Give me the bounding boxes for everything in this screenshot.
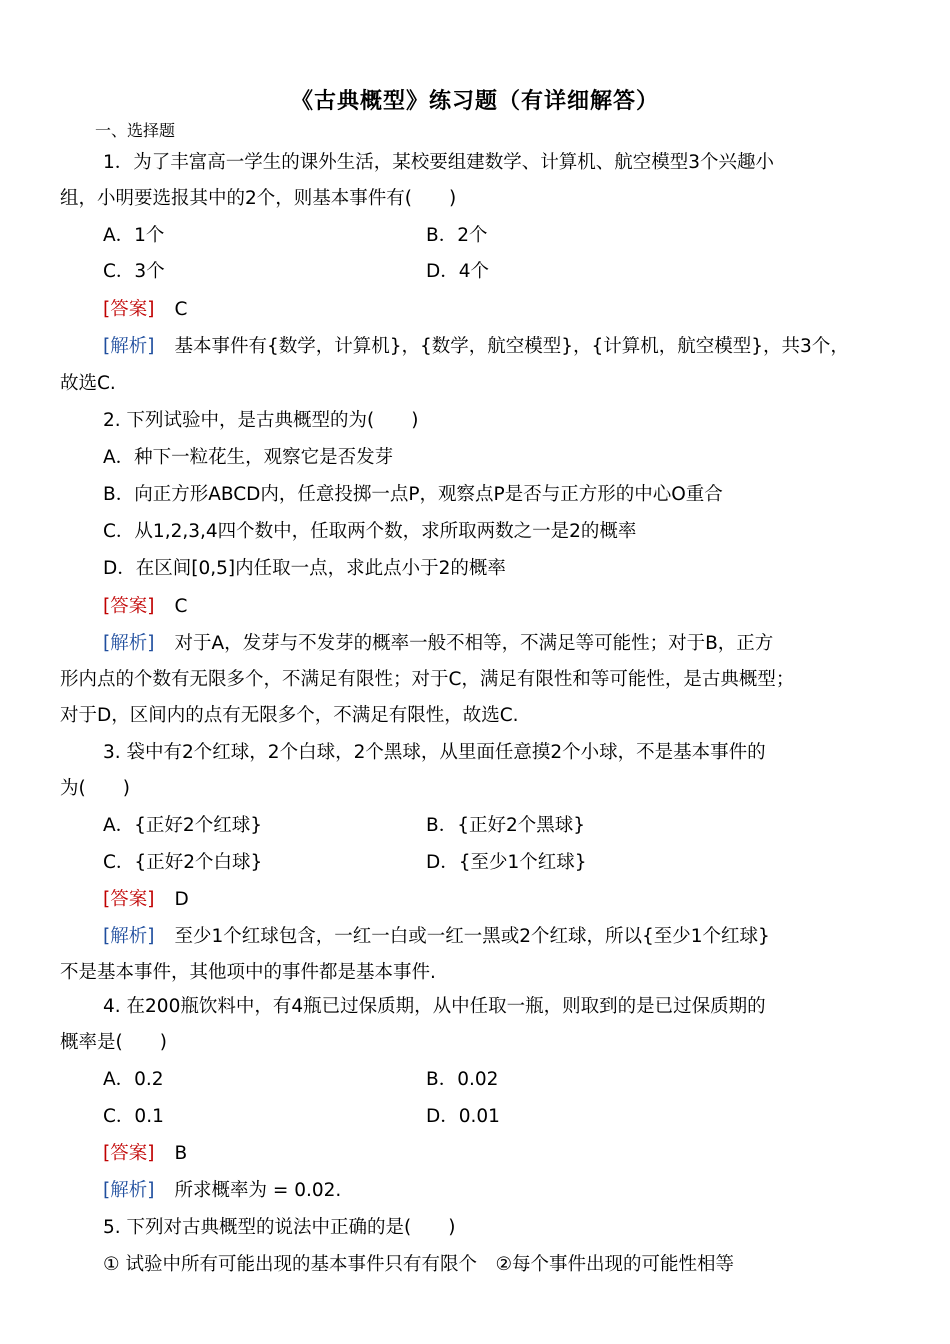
q3-answer: [答案] D [103,889,189,910]
q5-stem: 5. 下列对古典概型的说法中正确的是( ) [103,1217,456,1238]
section-heading: 一、选择题 [95,121,176,140]
q1-option-b: B．2个 [426,225,488,246]
q2-option-c: C．从1,2,3,4四个数中，任取两个数，求所取两数之一是2的概率 [103,521,637,542]
q1-answer [103,297,950,323]
q2-analysis-line3: 对于D，区间内的点有无限多个，不满足有限性，故选C. [60,705,519,726]
q4-analysis-line1: [解析] 所求概率为 = 0.02. [103,1180,342,1201]
q2-stem: 2. 下列试验中，是古典概型的为( ) [103,410,419,431]
q3-option-b: B．{正好2个黑球} [426,815,586,836]
document-title: 《古典概型》练习题（有详细解答） [290,89,659,114]
q1-answer-value: C [174,299,188,320]
q2-analysis-line1: [解析] 对于A，发芽与不发芽的概率一般不相等，不满足等可能性；对于B，正方 [103,633,774,654]
q3-option-a: A．{正好2个红球} [103,815,262,836]
q1-stem-line2: 组，小明要选报其中的2个，则基本事件有( ) [60,188,457,209]
q2-answer: [答案] C [103,596,188,617]
q2-analysis-line2: 形内点的个数有无限多个，不满足有限性；对于C，满足有限性和等可能性，是古典概型； [60,669,795,690]
answer-tag: [答案] [103,299,155,320]
analysis-tag: [解析] [103,336,155,357]
q3-option-d: D．{至少1个红球} [426,852,587,873]
q1-option-d: D．4个 [426,261,490,282]
q3-stem-line2: 为( ) [60,778,130,799]
q3-analysis-line2: 不是基本事件，其他项中的事件都是基本事件. [60,962,436,983]
q1-stem-line1: 1．为了丰富高一学生的课外生活，某校要组建数学、计算机、航空模型3个兴趣小 [103,152,775,173]
q4-option-c: C．0.1 [103,1106,164,1127]
q1-analysis-line1: [解析] 基本事件有{数学，计算机}，{数学，航空模型}，{计算机，航空模型}，共3个， [103,336,849,357]
q2-option-d: D．在区间[0,5]内任取一点，求此点小于2的概率 [103,558,506,579]
q3-stem-line1: 3. 袋中有2个红球，2个白球，2个黑球，从里面任意摸2个小球，不是基本事件的 [103,742,766,763]
q5-statements-line1: ① 试验中所有可能出现的基本事件只有有限个 ②每个事件出现的可能性相等 [103,1254,735,1275]
q4-stem-line1: 4. 在200瓶饮料中，有4瓶已过保质期，从中任取一瓶，则取到的是已过保质期的 [103,996,766,1017]
q2-option-a: A．种下一粒花生，观察它是否发芽 [103,447,394,468]
q4-option-d: D．0.01 [426,1106,500,1127]
q4-answer: [答案] B [103,1143,188,1164]
q2-option-b: B．向正方形ABCD内，任意投掷一点P，观察点P是否与正方形的中心O重合 [103,484,723,505]
q1-option-a: A．1个 [103,225,165,246]
q4-option-a: A．0.2 [103,1069,164,1090]
q1-analysis-line2: 故选C. [60,373,116,394]
q4-option-b: B．0.02 [426,1069,499,1090]
q3-option-c: C．{正好2个白球} [103,852,263,873]
q1-option-c: C．3个 [103,261,165,282]
q3-analysis-line1: [解析] 至少1个红球包含，一红一白或一红一黑或2个红球，所以{至少1个红球} [103,926,770,947]
q4-stem-line2: 概率是( ) [60,1032,167,1053]
